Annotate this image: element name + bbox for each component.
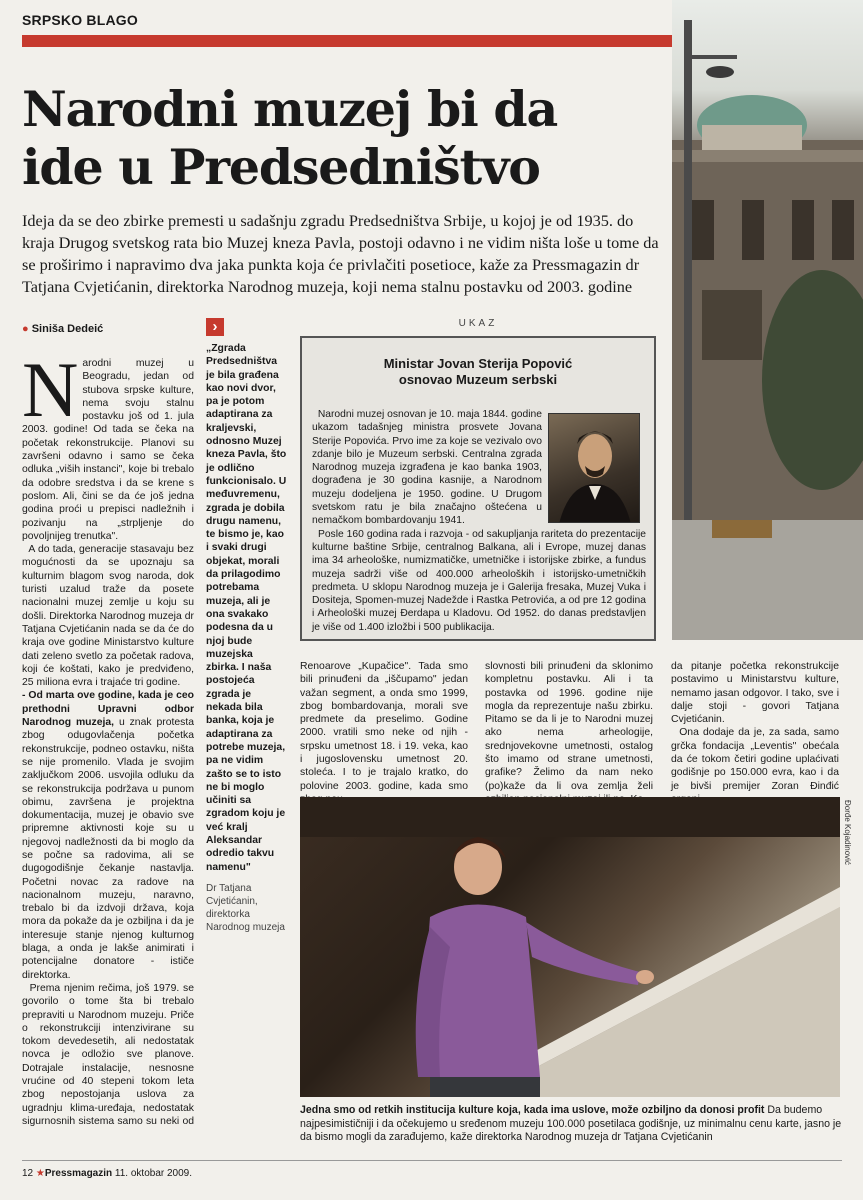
main-photo-illustration: [300, 797, 840, 1097]
paragraph: [22, 982, 194, 1127]
paragraph-text: Ona dodaje da je, za sada, samo grčka fondacija „Leventis" obećala da će tokom četiri godine uplaćivati godišnje po 150.000 evra, kao i da je bivši premijer Zoran Đinđić: [671, 727, 840, 792]
pull-quote: [206, 318, 288, 934]
page-number: 12: [22, 1168, 34, 1179]
paragraph: [22, 543, 194, 689]
paragraph: arodni muzej u Beogradu, jedan od stubova srpske kulture, nema svoju stalnu postavku još od 1. jula 2003. godine! Od tada se čeka na početak rekonstrukcije. Planovi su završeni odavno i samo se čeka odluka „viših instanci", koje bi trebalo da odobre sredstva i da se krene s poslom. Ali, čini se da će još jedna godina proći u prepisci nadležnih i pozivanju na „strpljenje do povoljnijeg trenutka".: [22, 358, 194, 542]
article-column-1: [22, 357, 194, 1127]
portrait-image: [548, 413, 640, 523]
sidebar-label: UKAZ: [458, 318, 498, 329]
quote-arrow-icon: ›: [206, 318, 224, 336]
star-icon: ★: [35, 1168, 45, 1179]
page-footer: [22, 1168, 192, 1179]
paragraph-text: u znak protesta zbog odugovlačenja početka rekonstrukcije, podneo ostavku, ništa se nije promenilo. Vlada je svojim zaključkom 2006. usvojila odluku da se rekonstrukcija podržava u punom obimu, završena je projektna dokumentacija, muzej je obavio sve pripremne aktivnosti koje su u njegovoj nadležnosti da bi moglo da se počne sa radovima, ali se dugogodišnje čekanje nastavlja. Početni novac za radove na nacionalnom muzeju, naravno, trebalo bi da izdvoji država, koja mora da pokaže da je ozbiljna i da je interesuje stanje njenog kulturnog blaga, a onda je lakše animirati i potencijalne donatore - ističe direktorka.: [22, 717, 194, 981]
article-column-2: Renoarove „Kupačice". Tada smo bili prinuđeni da „iščupamo" jedan važan segment, a onda smo 1999, zbog bombardovanja, morali sve predmete da preselimo. Godine 2000. vratili smo neke od njih - srpsku umetnost 18. i 19. veka, kao i jugoslovensku umetnost 20. stoleća. I to je trajalo kratko, do polovine 2003. godine, kada smo: [300, 661, 468, 792]
pull-quote-attribution: Dr Tatjana Cvjetićanin, direktorka Narodnog muzeja: [206, 882, 285, 933]
sidebar-title: [300, 356, 656, 388]
paragraph-text: Prema njenim rečima, još 1979. se govorilo o tome šta bi trebalo prepraviti u Narodnom muzeju. Priče o rekonstrukciji intenzivirane su tokom devedesetih, ali nedostatak novca je odložio sve planove. Dotrajale instalacije, nesnosne vrućine od 40 stepeni tokom leta zbog nepostojanja uslova za ugradnju klima-uređaja, nedostatak sigurnosnih sistema samo su neki od: [22, 982, 194, 1127]
photo-caption: [300, 1104, 845, 1145]
article-column-3: slovnosti bili prinuđeni da sklonimo kompletnu postavku. Ali i ta postavka od 1996. godine nije mogla da reprezentuje našu zbirku. Pitamo se da li je to Narodni muzej ako nema arheologije, srednjovekovne umetnosti, ostalog što imamo od strane umetnosti, grafike? Želimo da nam neko (po)kaže da li ova zemlja želi: [485, 661, 653, 792]
building-illustration: [672, 0, 863, 640]
portrait-illustration: [549, 414, 640, 523]
sidebar-title-line-1: Ministar Jovan Sterija Popović: [383, 356, 573, 371]
main-photo: [300, 797, 840, 1097]
pull-quote-text: „Zgrada Predsedništva je bila građena kao novi dvor, pa je potom adaptirana za kraljevski, odnosno Muzej kneza Pavla, što je odlično funkcionisalo. U međuvremenu, zgrada je dobila drugu namenu, te bismo je, kao i svaki drugi objekat, morali da prilagodimo potrebama muzeja, ali je ona svakako podesna da u njoj bude muzejska zbirka. I naša postojeća zgrada je nekada bila banka, koja je adaptirana za potrebe muzeja, pa ne vidim zašto se to isto ne bi moglo učiniti sa zgradom koju je već kralj Aleksandar odredio takvu namenu": [206, 343, 287, 873]
paragraph: [312, 528, 646, 634]
paragraph-lead-bold: - Od marta ove godine, kada je ceo prethodni Upravni odbor Narodnog muzeja,: [22, 690, 194, 729]
byline-dot-icon: ●: [22, 323, 29, 335]
headline-line-1: Narodni muzej bi da: [22, 80, 558, 138]
photo-credit: Đorđe Kojadinović: [843, 800, 852, 865]
headline: [22, 80, 672, 196]
paragraph: da pitanje početka rekonstrukcije postavimo u Ministarstvu kulture, nemamo jasan odgovor. I tako, sve i dalje stoji - govori Tatjana Cvjetićanin.: [671, 661, 839, 726]
caption-bold: Jedna smo od retkih institucija kulture koja, kada ima uslove, može ozbiljno da donosi profit: [300, 1104, 765, 1116]
byline-author: Siniša Dedeić: [31, 323, 104, 335]
article-column-4: [671, 660, 839, 806]
byline: [22, 323, 103, 335]
paragraph: [671, 726, 839, 806]
headline-line-2: ide u Predsedništvo: [22, 138, 540, 196]
footer-date: 11. oktobar 2009.: [114, 1168, 193, 1179]
section-rule: [22, 35, 672, 47]
footer-brand: Pressmagazin: [44, 1168, 113, 1179]
sidebar-title-line-2: osnovao Muzeum serbski: [398, 372, 558, 387]
paragraph-text: A do tada, generacije stasavaju bez mogućnosti da se upoznaju sa kulturnim blagom svog naroda, dok turisti uzalud traže da posete nacionalni muzej zemlje u koju su došli. Direktorka Narodnog muzeja dr Tatjana Cvjetićanin nada se da će do kraja ove godine Ministarstvo kulture dati zeleno svetlo za početak radova, koji će koštati, kako je predviđeno, 25 miliona evra i trajaće tri godine.: [22, 544, 194, 689]
lead-paragraph: Ideja da se deo zbirke premesti u sadašnju zgradu Predsedništva Srbije, u kojoj je od 1935. do kraja Drugog svetskog rata bio Muzej kneza Pavla, postoji odavno i ne vidim ništa loše u tome da se proširimo i napravimo dva jaka punkta koja će privlačiti posetioce, kaže za Pressmagazin dr Tatjana Cvjetićanin, direktorka Narodnog muzeja, koji nema stalnu postavku od 2003. godine: [22, 211, 659, 296]
footer-rule: [22, 1160, 842, 1161]
paragraph: [22, 689, 194, 982]
paragraph-text: Posle 160 godina rada i razvoja - od sakupljanja rariteta do prezentacije kulturne baštine Srbije, centralnog Balkana, ali i Evrope, muzej danas ima 34 arheološke, numizmatičke, umetničke i istorijske zbirke, a fundus muzeja sadrži više od 400.000 arheoloških i istorijsko-umetničkih predmeta. U sklopu Narodnog muzeja je i Galerija fresaka, Muzej Vuka i Dositeja, Spomen-muzej Nadežde i Rastka Petrovića, a od pre 12 godina i Arheološki muzej Đerdapa u Kladovu. Od 1952. do danas predstavljen je više od 1.400 izložbi i 500 publikacija.: [312, 528, 646, 633]
caption-text: Da budemo najpesimističniji i da očekujemo u sređenom muzeju 100.000 posetilaca godišnje, uz minimalnu cenu karte, jasno je da bismo mogli da zarađujemo, kaže direktorka Narodnog muzeja dr Tatjana Cvjetićanin: [300, 1104, 842, 1143]
building-photo: [672, 0, 863, 640]
section-label: SRPSKO BLAGO: [22, 12, 138, 28]
drop-cap: N: [22, 357, 79, 433]
paragraph-text: Narodni muzej osnovan je 10. maja 1844. godine ukazom tadašnjeg ministra prosvete Jovana Sterije Popovića. Prvo ime za koje se vezivalo ovo zdanje bilo je Muzeum serbski. Centralna zgrada Narodnog muzeja izgrađena je kao banka 1903, dograđena je 30 godina kasnije, a Narodnom muzeju dodeljena je 1950. godine. U Drugom svetskom ratu je bila značajno oštećena u nemačkom bombardovanju 1941.: [312, 409, 542, 527]
